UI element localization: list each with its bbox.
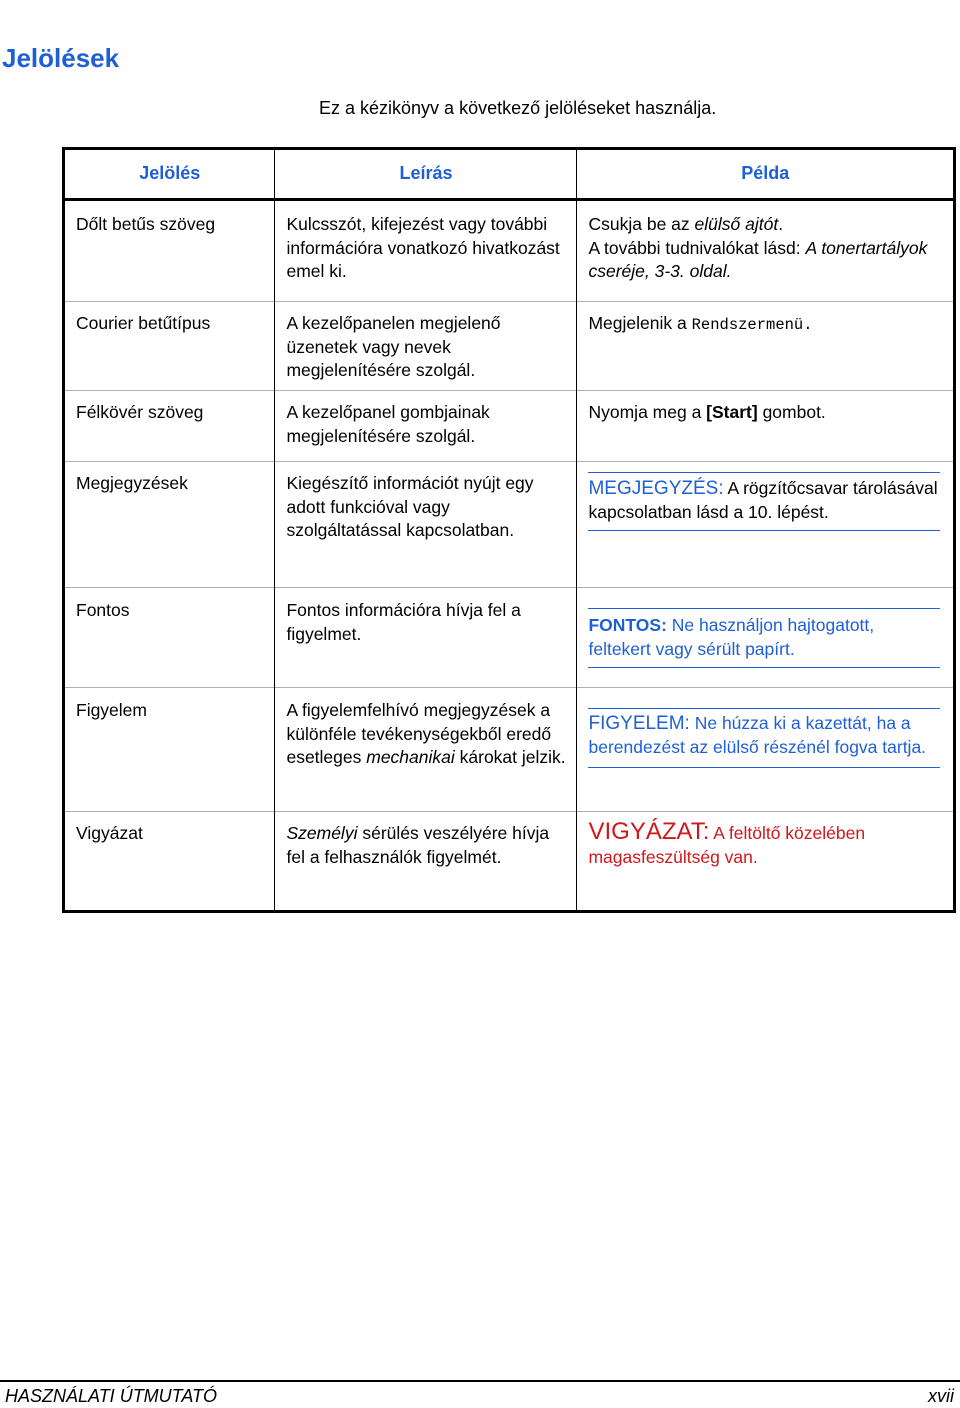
- row-label: Fontos: [64, 588, 275, 688]
- row-label: Félkövér szöveg: [64, 391, 275, 462]
- footer-divider: [0, 1380, 960, 1382]
- footer-manual-title: HASZNÁLATI ÚTMUTATÓ: [5, 1386, 218, 1406]
- note-text: A rögzítőcsavar tárolásával kapcsolatban lásd a 10. lépést.: [588, 478, 938, 522]
- row-description: A kezelőpanel gombjainak megjelenítésére szolgál.: [275, 391, 577, 462]
- important-text: Ne használjon hajtogatott, feltekert vagy sérült papírt.: [588, 615, 875, 659]
- row-example: [577, 391, 955, 462]
- row-description: [275, 688, 577, 812]
- example-text: .: [726, 261, 732, 281]
- example-italic: elülső ajtót: [694, 214, 779, 234]
- example-bold: [Start]: [706, 402, 758, 422]
- page-title: Jelölések: [2, 43, 120, 73]
- important-box: [588, 608, 940, 668]
- table-row: [64, 462, 955, 588]
- row-label: Megjegyzések: [64, 462, 275, 588]
- description-text: sérülés veszélyére hívja fel a felhasználók figyelmét.: [286, 823, 550, 867]
- row-description: Kiegészítő információt nyújt egy adott funkcióval vagy szolgáltatással kapcsolatban.: [275, 462, 577, 588]
- caution-text: Ne húzza ki a kazettát, ha a berendezést az elülső részénél fogva tartja.: [588, 713, 927, 757]
- table-header-row: [64, 149, 955, 200]
- example-text: Csukja be az: [588, 214, 695, 234]
- example-courier: Rendszermenü: [691, 316, 804, 334]
- header-pelda: Példa: [577, 149, 955, 200]
- row-example: [577, 588, 955, 688]
- table-row: [64, 812, 955, 912]
- table-row: [64, 200, 955, 302]
- example-text: A további tudnivalókat lásd:: [588, 237, 806, 258]
- important-heading: FONTOS:: [588, 615, 667, 635]
- example-text: Megjelenik a: [588, 313, 692, 333]
- row-example: [577, 200, 955, 302]
- table-row: [64, 391, 955, 462]
- row-description: Fontos információra hívja fel a figyelmet.: [275, 588, 577, 688]
- example-italic: A tonertartályok cseréje, 3-3. oldal: [588, 237, 928, 281]
- warning-text: A feltöltő közelében magasfeszültség van.: [588, 823, 866, 867]
- example-text: .: [803, 316, 813, 334]
- row-example: [577, 302, 955, 391]
- row-description: Kulcsszót, kifejezést vagy további információra vonatkozó hivatkozást emel ki.: [275, 200, 577, 302]
- row-example: [577, 462, 955, 588]
- example-text: gombot.: [757, 402, 826, 422]
- row-label: Courier betűtípus: [64, 302, 275, 391]
- row-example: [577, 812, 955, 912]
- description-italic: mechanikai: [366, 747, 455, 767]
- description-italic: Személyi: [286, 823, 358, 843]
- note-heading: MEGJEGYZÉS:: [588, 478, 724, 499]
- table-row: [64, 302, 955, 391]
- example-text: Nyomja meg a: [588, 402, 707, 422]
- intro-text: Ez a kézikönyv a következő jelöléseket használja.: [319, 98, 717, 118]
- row-description: A kezelőpanelen megjelenő üzenetek vagy nevek megjelenítésére szolgál.: [275, 302, 577, 391]
- header-jeloles: Jelölés: [64, 149, 275, 200]
- description-text: A figyelemfelhívó megjegyzések a különféle tevékenységekből eredő esetleges: [286, 700, 552, 767]
- row-description: [275, 812, 577, 912]
- example-text: .: [778, 214, 784, 234]
- table-row: [64, 688, 955, 812]
- row-label: Vigyázat: [64, 812, 275, 912]
- row-example: [577, 688, 955, 812]
- row-label: Dőlt betűs szöveg: [76, 214, 216, 234]
- table-row: [64, 588, 955, 688]
- footer-page-number: xvii: [928, 1386, 954, 1406]
- warning-heading: VIGYÁZAT:: [588, 818, 710, 845]
- header-leiras: Leírás: [275, 149, 577, 200]
- description-text: károkat jelzik.: [454, 747, 566, 767]
- conventions-table: [62, 147, 956, 913]
- row-label: Figyelem: [64, 688, 275, 812]
- caution-box: [588, 708, 940, 768]
- note-box: [588, 472, 940, 531]
- caution-heading: FIGYELEM:: [588, 713, 690, 734]
